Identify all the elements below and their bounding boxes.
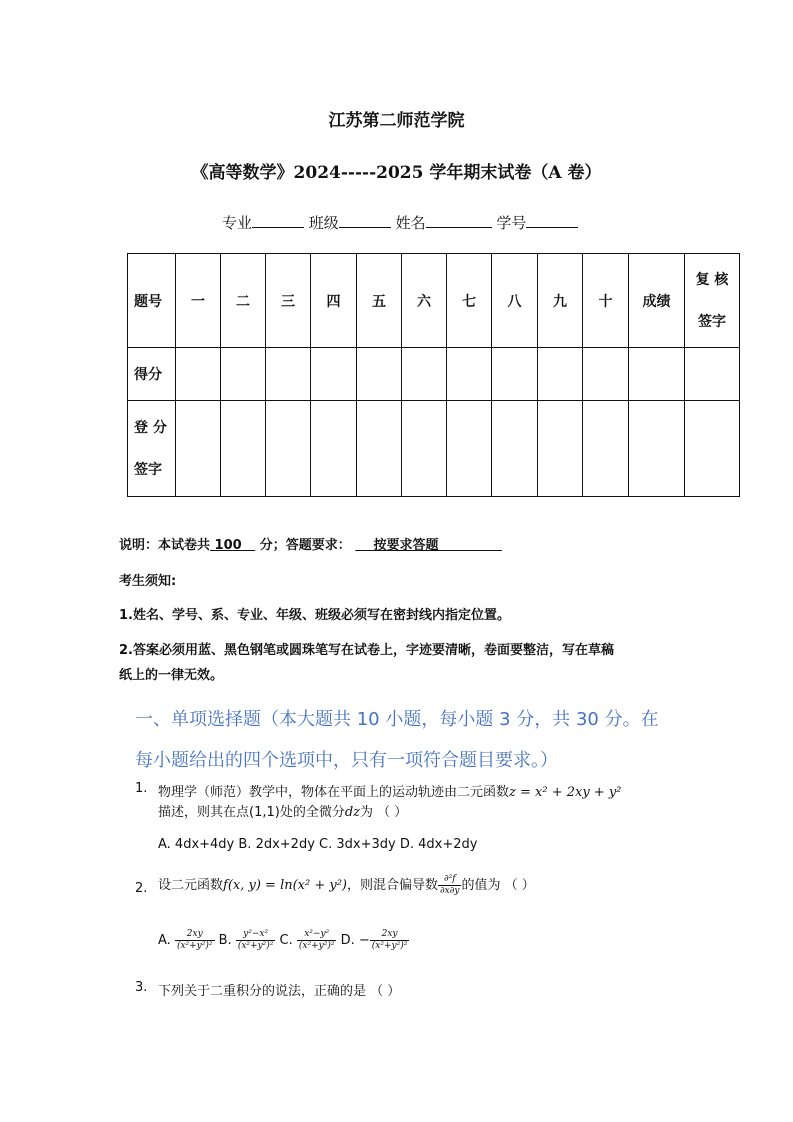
q1-text-b: 描述，则其在点(1,1)处的全微分 xyxy=(158,805,345,820)
review-signature-header xyxy=(685,254,740,348)
signature-cell[interactable] xyxy=(221,401,266,497)
question-1-options: A. 4dx+4dy B. 2dx+2dy C. 3dx+3dy D. 4dx+2dy xyxy=(158,837,478,852)
major-blank[interactable] xyxy=(252,213,304,228)
table-cell: 成绩 xyxy=(629,254,685,348)
q2-opt-b-frac xyxy=(236,929,276,952)
q2-opt-c-frac xyxy=(297,929,337,952)
table-row xyxy=(128,401,740,497)
table-cell: 二 xyxy=(221,254,266,348)
section-heading-line2: 每小题给出的四个选项中，只有一项符合题目要求。） xyxy=(135,750,558,771)
q2-formula: f(x, y) = ln(x² + y²) xyxy=(223,878,347,893)
major-label: 专业 xyxy=(222,214,253,232)
student-id-blank[interactable] xyxy=(526,213,578,228)
table-cell: 四 xyxy=(311,254,357,348)
frac-num: y²−x² xyxy=(236,929,276,941)
question-2-line1 xyxy=(158,874,535,897)
score-cell[interactable] xyxy=(311,348,357,401)
signature-cell[interactable] xyxy=(583,401,629,497)
score-cell[interactable] xyxy=(447,348,492,401)
notice-item-2: 2.答案必须用蓝、黑色钢笔或圆珠笔写在试卷上，字迹要清晰，卷面要整洁，写在草稿 xyxy=(119,643,614,658)
table-cell: 七 xyxy=(447,254,492,348)
class-label: 班级 xyxy=(308,214,339,232)
score-cell[interactable] xyxy=(357,348,402,401)
signature-cell[interactable] xyxy=(447,401,492,497)
signature-cell[interactable] xyxy=(402,401,447,497)
q2-opt-a-frac xyxy=(175,929,215,952)
signature-cell[interactable] xyxy=(357,401,402,497)
table-cell: 九 xyxy=(538,254,583,348)
row3-top: 登 分 xyxy=(134,419,167,436)
q1-text-c: 为 （ ） xyxy=(360,805,408,820)
question-number: 1. xyxy=(135,781,148,796)
note-middle: 分；答题要求： xyxy=(259,538,351,553)
name-blank[interactable] xyxy=(426,213,492,228)
class-blank[interactable] xyxy=(339,213,391,228)
table-row xyxy=(128,254,740,348)
review-top: 复 核 xyxy=(695,271,729,288)
total-score xyxy=(210,538,255,553)
requirement-text: 按要求答题 xyxy=(373,538,439,553)
frac-den: (x²+y²)² xyxy=(176,941,213,951)
candidate-notice-title: 考生须知: xyxy=(119,574,177,589)
table-cell: 三 xyxy=(266,254,311,348)
signature-cell[interactable] xyxy=(538,401,583,497)
table-cell: 一 xyxy=(176,254,221,348)
question-1-line1 xyxy=(158,781,621,800)
q2-opt-c-label: C. xyxy=(279,933,293,948)
table-cell xyxy=(128,401,176,497)
q2-derivative-num: ∂²f xyxy=(438,874,461,886)
name-label: 姓名 xyxy=(395,214,426,232)
frac-num: x²−y² xyxy=(297,929,337,941)
exam-note xyxy=(119,534,502,553)
frac-den: (x²+y²)² xyxy=(237,941,274,951)
question-number: 3. xyxy=(135,980,148,995)
question-number: 2. xyxy=(135,881,148,896)
table-cell: 六 xyxy=(402,254,447,348)
signature-cell[interactable] xyxy=(176,401,221,497)
section-heading-line1: 一、单项选择题（本大题共 10 小题，每小题 3 分，共 30 分。在 xyxy=(135,709,659,730)
score-cell[interactable] xyxy=(583,348,629,401)
q2-opt-b-label: B. xyxy=(218,933,232,948)
exam-title: 《高等数学》2024-----2025 学年期末试卷（A 卷） xyxy=(191,163,602,183)
student-id-label: 学号 xyxy=(496,214,527,232)
score-cell[interactable] xyxy=(538,348,583,401)
requirement xyxy=(355,538,502,553)
signature-cell[interactable] xyxy=(266,401,311,497)
q1-dz: dz xyxy=(344,805,360,820)
q2-derivative-den: ∂x∂y xyxy=(440,886,460,896)
signature-cell[interactable] xyxy=(492,401,538,497)
q2-text-a: 设二元函数 xyxy=(158,878,224,893)
table-cell: 题号 xyxy=(128,254,176,348)
signature-cell[interactable] xyxy=(685,401,740,497)
score-cell[interactable] xyxy=(629,348,685,401)
q2-text-c: 的值为 （ ） xyxy=(461,878,535,893)
score-cell[interactable] xyxy=(176,348,221,401)
table-row xyxy=(128,348,740,401)
notice-item-1: 1.姓名、学号、系、专业、年级、班级必须写在密封线内指定位置。 xyxy=(119,608,510,623)
note-prefix: 说明：本试卷共 xyxy=(119,538,211,553)
table-cell: 五 xyxy=(357,254,402,348)
q2-derivative xyxy=(438,874,461,897)
question-3-text: 下列关于二重积分的说法，正确的是 （ ） xyxy=(158,984,401,999)
table-cell: 十 xyxy=(583,254,629,348)
student-info-line xyxy=(222,212,578,233)
frac-den: (x²+y²)² xyxy=(371,941,408,951)
frac-den: (x²+y²)² xyxy=(298,941,335,951)
score-cell[interactable] xyxy=(402,348,447,401)
signature-cell[interactable] xyxy=(629,401,685,497)
frac-num: 2xy xyxy=(175,929,215,941)
review-bottom: 签字 xyxy=(698,313,726,330)
q1-text-a: 物理学（师范）教学中，物体在平面上的运动轨迹由二元函数 xyxy=(158,785,510,800)
score-cell[interactable] xyxy=(685,348,740,401)
row3-bottom: 签字 xyxy=(134,461,162,478)
q2-opt-a-label: A. xyxy=(158,933,171,948)
q2-opt-d-frac xyxy=(370,929,410,952)
notice-item-2-cont: 纸上的一律无效。 xyxy=(119,668,224,683)
score-cell[interactable] xyxy=(266,348,311,401)
school-name: 江苏第二师范学院 xyxy=(328,111,465,131)
question-1-line2 xyxy=(158,801,407,820)
table-cell: 八 xyxy=(492,254,538,348)
score-cell[interactable] xyxy=(492,348,538,401)
score-table xyxy=(127,253,740,497)
frac-num: 2xy xyxy=(370,929,410,941)
q1-formula: z = x² + 2xy + y² xyxy=(509,785,622,800)
q2-opt-d-label: D. − xyxy=(340,933,370,948)
table-cell: 得分 xyxy=(128,348,176,401)
signature-cell[interactable] xyxy=(311,401,357,497)
q2-text-b: ，则混合偏导数 xyxy=(347,878,439,893)
score-cell[interactable] xyxy=(221,348,266,401)
question-2-options xyxy=(158,929,409,952)
total-score-value: 100 xyxy=(214,538,242,553)
